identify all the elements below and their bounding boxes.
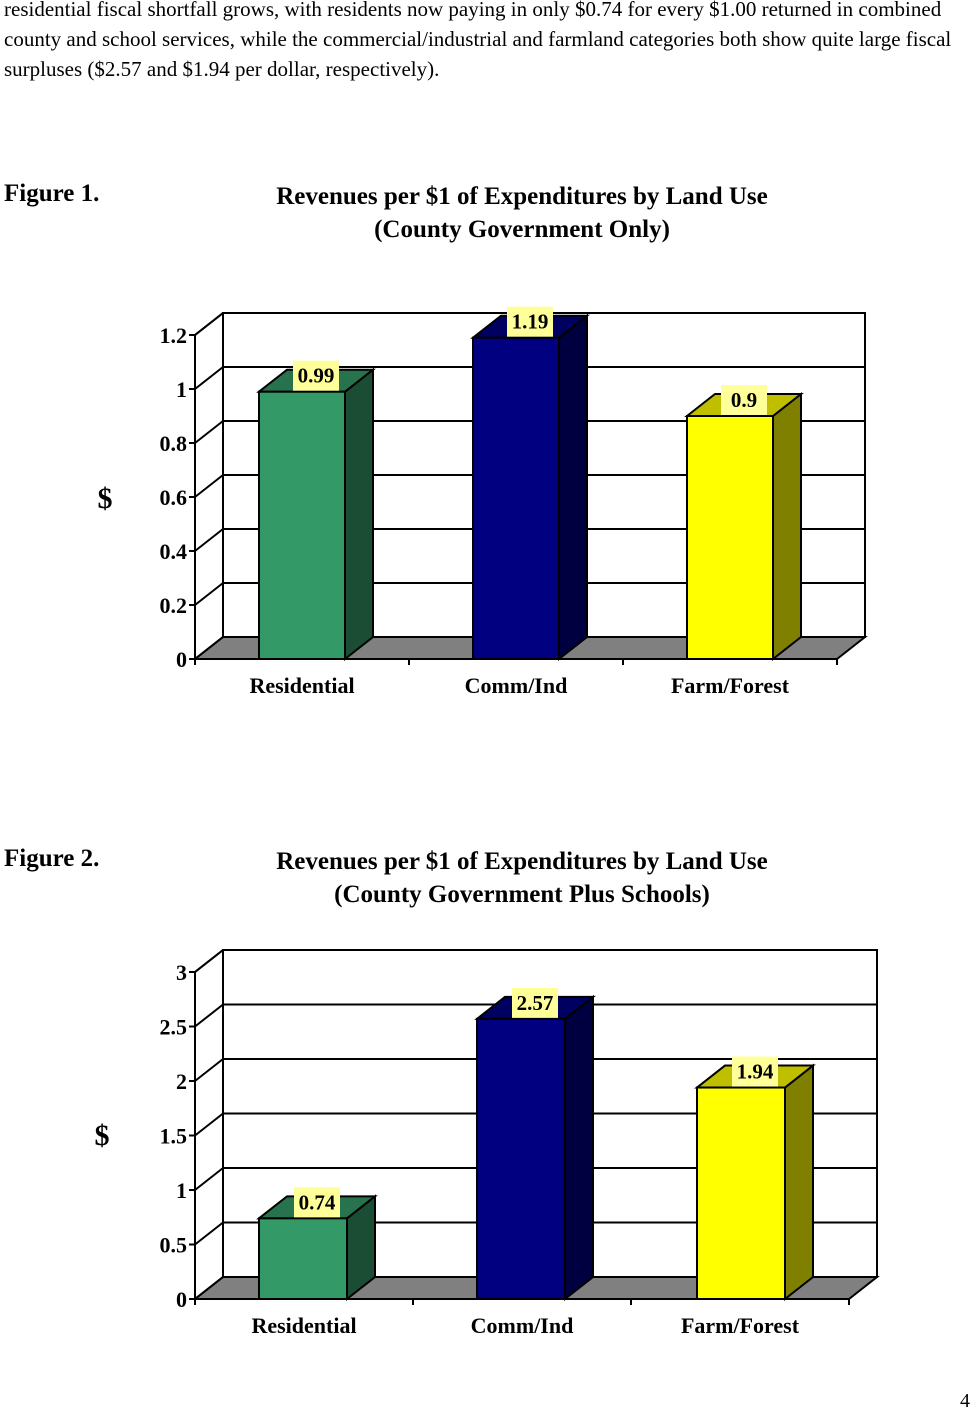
bar-farm-forest <box>697 1088 785 1299</box>
gridline-wall <box>195 1005 223 1027</box>
y-axis-top <box>195 950 223 972</box>
gridline-wall <box>195 1223 223 1245</box>
figure-2-label: Figure 2. <box>4 845 100 872</box>
figure-2-title-line2: (County Government Plus Schools) <box>334 881 710 908</box>
bar-comm-ind-side <box>565 997 593 1299</box>
x-tick-label: Comm/Ind <box>470 1313 574 1338</box>
bar-comm-ind <box>477 1019 565 1299</box>
y-tick-label: 1.2 <box>159 323 187 348</box>
intro-paragraph: residential fiscal shortfall grows, with residents now paying in only $0.74 for every $1.00 returned in combined county and school services, while the commercial/industrial and farmland categories both show quite large fiscal surpluses ($2.57 and $1.94 per dollar, respectively). <box>4 0 952 81</box>
bar-farm-forest-side <box>773 394 801 659</box>
data-label: 1.94 <box>736 1059 774 1084</box>
gridline-wall <box>195 583 223 605</box>
y-tick-label: 1.5 <box>159 1123 187 1149</box>
y-tick-label: 1 <box>176 377 187 402</box>
figure-1-label: Figure 1. <box>4 180 100 207</box>
data-label: 1.19 <box>511 309 549 334</box>
bar-comm-ind-side <box>559 316 587 659</box>
y-axis-top <box>195 313 223 335</box>
y-tick-label: 0.2 <box>159 593 187 618</box>
y-tick-label: 0 <box>176 1287 187 1312</box>
bar-residential <box>259 1218 347 1299</box>
data-label: 0.74 <box>298 1190 336 1215</box>
figure-1-chart <box>0 290 976 710</box>
x-tick-label: Residential <box>251 1313 357 1338</box>
x-tick-label: Comm/Ind <box>464 673 568 698</box>
bar-farm-forest <box>687 416 773 659</box>
bar-residential-side <box>345 370 373 659</box>
y-tick-label: 2 <box>176 1069 187 1094</box>
figure-2-title-line1: Revenues per $1 of Expenditures by Land Use <box>276 848 768 875</box>
figure-1-title-line2: (County Government Only) <box>374 216 670 243</box>
data-label: 2.57 <box>516 990 554 1015</box>
figure-2-chart <box>0 930 976 1350</box>
gridline-wall <box>195 1114 223 1136</box>
bar-farm-forest-side <box>785 1066 813 1299</box>
y-tick-label: 3 <box>176 960 187 985</box>
data-label: 0.99 <box>297 363 335 388</box>
y-tick-label: 0.8 <box>159 431 187 456</box>
y-tick-label: 0.6 <box>159 485 187 510</box>
figure-2-title <box>150 845 894 911</box>
y-tick-label: 0 <box>176 647 187 672</box>
data-label: 0.9 <box>730 388 758 412</box>
gridline-wall <box>195 421 223 443</box>
gridline-wall <box>195 475 223 497</box>
y-tick-label: 0.4 <box>159 539 187 564</box>
y-axis-label: $ <box>97 482 113 515</box>
gridline-wall <box>195 367 223 389</box>
x-tick-label: Farm/Forest <box>670 673 790 698</box>
y-tick-label: 0.5 <box>159 1232 187 1258</box>
figure-1-title <box>150 180 894 246</box>
y-tick-label: 1 <box>176 1178 187 1203</box>
y-axis-label: $ <box>94 1119 110 1152</box>
x-tick-label: Farm/Forest <box>680 1313 800 1338</box>
bar-comm-ind <box>473 338 559 659</box>
gridline-wall <box>195 1059 223 1081</box>
gridline-wall <box>195 529 223 551</box>
bar-residential <box>259 392 345 659</box>
page-number: 4 <box>960 1390 970 1412</box>
y-tick-label: 2.5 <box>159 1014 187 1040</box>
figure-1-title-line1: Revenues per $1 of Expenditures by Land Use <box>276 183 768 210</box>
gridline-wall <box>195 1168 223 1190</box>
x-tick-label: Residential <box>249 673 355 698</box>
